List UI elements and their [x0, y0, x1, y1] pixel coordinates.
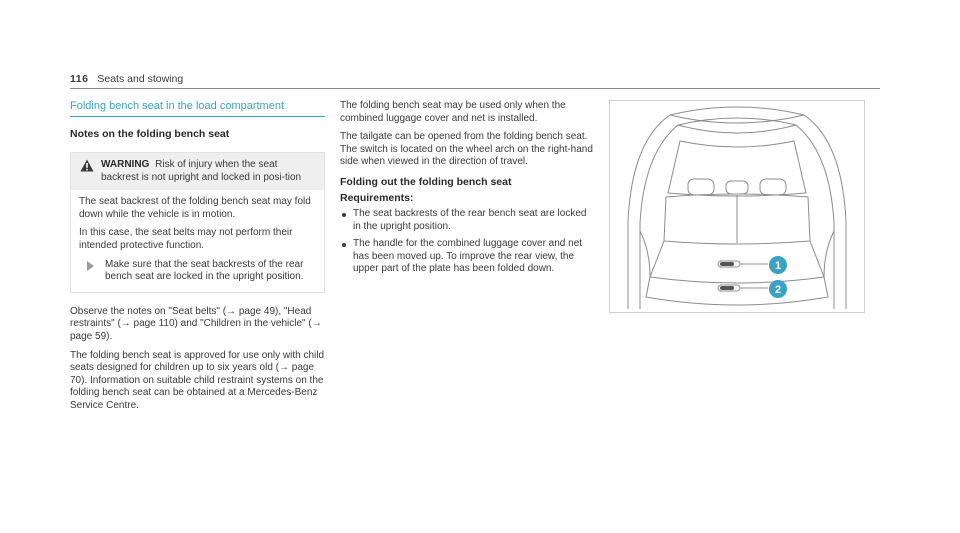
warning-label: WARNING [101, 159, 150, 170]
warning-header [71, 153, 324, 190]
warning-paragraph: The seat backrest of the folding bench seat may fold down while the vehicle is in motion. [79, 196, 311, 220]
intro-paragraph: The tailgate can be opened from the folding bench seat. The switch is located on the wheel arch on the right-hand side when viewed in the direction of travel. [340, 131, 593, 168]
header-rule [70, 88, 880, 89]
notes-paragraph: The folding bench seat is approved for use only with child seats designed for children up to six years old (→ page 70). Information on suitable child restraint systems on the folding bench seat can be obtained at a Mercedes-Benz Service Centre. [70, 349, 325, 411]
callout-2 [769, 280, 787, 298]
middle-column [340, 100, 595, 281]
warning-summary: Risk of injury when the seat backrest is not upright and locked in posi-tion [101, 159, 302, 183]
page-number: 116 [70, 73, 89, 85]
header-section-title: Seats and stowing [97, 73, 184, 85]
notes-paragraph: Observe the notes on "Seat belts" (→ page 49), "Head restraints" (→ page 110) and "Children in the vehicle" (→ page 59). [70, 305, 322, 342]
section-title: Folding bench seat in the load compartment [70, 100, 325, 117]
intro-paragraph: The folding bench seat may be used only when the combined luggage cover and net is installed. [340, 100, 566, 124]
requirements-list [340, 208, 595, 276]
load-compartment-illustration [609, 100, 865, 313]
requirements-label: Requirements: [340, 191, 414, 204]
page-header [70, 73, 880, 85]
requirement-item: The handle for the combined luggage cover and net has been moved up. To improve the rear view, the upper part of the plate has been folded down. [340, 238, 595, 276]
warning-action-text: Make sure that the seat backrests of the rear bench seat are locked in the upright position. [105, 258, 304, 283]
callout-1 [769, 256, 787, 274]
warning-triangle-icon [80, 159, 94, 172]
left-column [70, 100, 325, 419]
warning-action [79, 259, 316, 284]
notes-subheading: Notes on the folding bench seat [70, 128, 230, 140]
warning-body [71, 190, 324, 292]
callout-2-label: 2 [774, 284, 782, 296]
folding-out-subheading: Folding out the folding bench seat [340, 175, 512, 188]
callout-1-label: 1 [774, 260, 782, 272]
warning-paragraph: In this case, the seat belts may not perform their intended protective function. [79, 227, 293, 251]
warning-box [70, 152, 325, 293]
requirement-item: The seat backrests of the rear bench seat are locked in the upright position. [340, 208, 595, 233]
action-triangle-icon [87, 261, 94, 271]
car-rear-illustration [610, 101, 864, 312]
